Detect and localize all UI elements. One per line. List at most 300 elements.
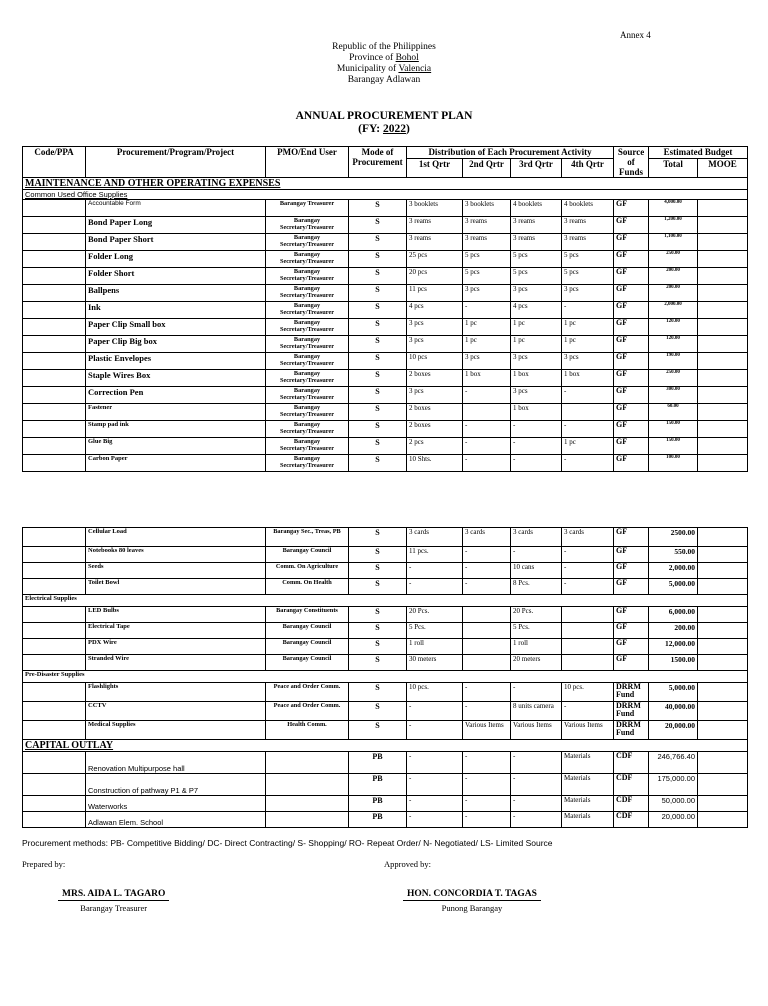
q4-value [562,623,614,639]
mode-of-procurement: S [349,438,407,455]
total-budget: 40,000.00 [649,702,698,721]
section-capital-outlay: CAPITAL OUTLAY [23,740,748,752]
total-budget: 20,000.00 [649,721,698,740]
item-name: Folder Short [86,268,266,285]
mode-of-procurement: S [349,251,407,268]
q3-value: 5 Pcs. [511,623,562,639]
item-name: Toilet Bowl [86,579,266,595]
code-cell [23,639,86,655]
q4-value: 3 reams [562,234,614,251]
procurement-table-top [22,146,748,472]
total-budget: 4,000.00 [649,200,698,217]
total-budget: 12,000.00 [649,639,698,655]
source-of-funds: GF [614,563,649,579]
pmo-end-user: Health Comm. [266,721,349,740]
pmo-end-user: Barangay Secretary/Treasurer [266,387,349,404]
q1-value: 3 pcs [407,336,463,353]
total-budget: 246,766.40 [649,752,698,774]
code-cell [23,319,86,336]
q3-value: - [511,812,562,828]
pmo-end-user: Barangay Secretary/Treasurer [266,353,349,370]
source-of-funds: GF [614,217,649,234]
code-cell [23,336,86,353]
source-of-funds: GF [614,336,649,353]
mode-of-procurement: S [349,387,407,404]
table-row [23,353,748,370]
mode-of-procurement: PB [349,752,407,774]
q4-value: - [562,387,614,404]
mooe-cell [698,721,748,740]
item-name: Ink [86,302,266,319]
pmo-end-user: Barangay Secretary/Treasurer [266,234,349,251]
q4-value: Materials [562,752,614,774]
q1-value: - [407,702,463,721]
total-budget: 300.00 [649,387,698,404]
mooe-cell [698,752,748,774]
code-cell [23,285,86,302]
pmo-end-user: Barangay Treasurer [266,200,349,217]
pmo-end-user: Barangay Secretary/Treasurer [266,319,349,336]
table-row [23,655,748,671]
q4-value: Materials [562,812,614,828]
pmo-end-user: Barangay Secretary/Treasurer [266,438,349,455]
item-name: Bond Paper Short [86,234,266,251]
q1-value: 20 pcs [407,268,463,285]
mooe-cell [698,683,748,702]
q4-value: 10 pcs. [562,683,614,702]
item-name: Accountable Form [86,200,266,217]
mode-of-procurement: S [349,563,407,579]
col-pmo: PMO/End User [266,147,349,178]
mooe-cell [698,302,748,319]
q3-value: 10 cans [511,563,562,579]
code-cell [23,234,86,251]
col-q4: 4th Qrtr [562,159,614,178]
table-row [23,702,748,721]
q4-value: 1 pc [562,438,614,455]
total-budget: 550.00 [649,547,698,563]
total-budget: 100.00 [649,455,698,472]
subsection-electrical-supplies: Electrical Supplies [23,595,748,607]
q4-value: 5 pcs [562,268,614,285]
total-budget: 120.00 [649,336,698,353]
total-budget: 60.00 [649,404,698,421]
source-of-funds: GF [614,302,649,319]
total-budget: 20,000.00 [649,812,698,828]
table-row [23,683,748,702]
code-cell [23,217,86,234]
annex-label: Annex 4 [620,30,651,40]
q4-value: 5 pcs [562,251,614,268]
q4-value: 3 reams [562,217,614,234]
q1-value: - [407,752,463,774]
table-row [23,251,748,268]
mooe-cell [698,200,748,217]
item-name: Fastener [86,404,266,421]
col-budget: Estimated Budget [649,147,748,159]
q1-value: - [407,563,463,579]
table-row [23,319,748,336]
q3-value: 3 cards [511,528,562,547]
signatory-role: Punong Barangay [441,903,503,913]
subsection-common-supplies: Common Used Office Supplies [23,190,748,200]
source-of-funds: DRRM Fund [614,702,649,721]
q2-value: - [463,774,511,796]
mooe-cell [698,702,748,721]
mode-of-procurement: S [349,336,407,353]
code-cell [23,302,86,319]
code-cell [23,370,86,387]
q2-value: 3 reams [463,217,511,234]
q2-value: 1 box [463,370,511,387]
q1-value: - [407,774,463,796]
code-cell [23,774,86,796]
total-budget: 2500.00 [649,528,698,547]
q1-value: 10 Shts. [407,455,463,472]
source-of-funds: CDF [614,752,649,774]
mooe-cell [698,319,748,336]
code-cell [23,528,86,547]
table-row [23,421,748,438]
q2-value: - [463,752,511,774]
q4-value: 1 box [562,370,614,387]
mode-of-procurement: S [349,302,407,319]
code-cell [23,812,86,828]
table-row [23,200,748,217]
item-name: Renovation Multipurpose hall [86,752,266,774]
total-budget: 5,000.00 [649,579,698,595]
mooe-cell [698,421,748,438]
mode-of-procurement: S [349,421,407,438]
code-cell [23,623,86,639]
q1-value: 10 pcs. [407,683,463,702]
table-row [23,547,748,563]
col-project: Procurement/Program/Project [86,147,266,178]
table-row [23,285,748,302]
total-budget: 200.00 [649,285,698,302]
source-of-funds: GF [614,285,649,302]
item-name: Flashlights [86,683,266,702]
q2-value: 1 pc [463,319,511,336]
q1-value: - [407,796,463,812]
q1-value: 2 boxes [407,404,463,421]
q3-value: 5 pcs [511,268,562,285]
mode-of-procurement: S [349,455,407,472]
group-misc-supplies [23,528,748,595]
source-of-funds: GF [614,353,649,370]
subsection-predisaster-supplies: Pre-Disaster Supplies [23,671,748,683]
q4-value [562,639,614,655]
q3-value: 1 box [511,370,562,387]
source-of-funds: CDF [614,812,649,828]
item-name: Electrical Tape [86,623,266,639]
item-name: Cellular Load [86,528,266,547]
item-name: Medical Supplies [86,721,266,740]
mooe-cell [698,579,748,595]
table-row [23,234,748,251]
mode-of-procurement: S [349,404,407,421]
total-budget: 50,000.00 [649,796,698,812]
q1-value: 3 cards [407,528,463,547]
q2-value: - [463,387,511,404]
item-name: Bond Paper Long [86,217,266,234]
q3-value: 3 pcs [511,387,562,404]
q3-value: 4 pcs [511,302,562,319]
code-cell [23,579,86,595]
table-row [23,404,748,421]
mooe-cell [698,251,748,268]
q2-value: - [463,796,511,812]
title-main: ANNUAL PROCUREMENT PLAN [295,110,473,122]
pmo-end-user: Peace and Order Comm. [266,683,349,702]
code-cell [23,387,86,404]
code-cell [23,607,86,623]
table-row [23,455,748,472]
signatory-name: HON. CONCORDIA T. TAGAS [403,889,541,901]
source-of-funds: CDF [614,774,649,796]
header-republic: Republic of the Philippines [332,42,436,52]
item-name: Plastic Envelopes [86,353,266,370]
q2-value: 1 pc [463,336,511,353]
total-budget: 1,200.00 [649,217,698,234]
mode-of-procurement: S [349,721,407,740]
signature-block-treasurer [58,889,169,913]
mooe-cell [698,563,748,579]
q1-value: 2 pcs [407,438,463,455]
q3-value: 3 reams [511,217,562,234]
mooe-cell [698,639,748,655]
table-row [23,607,748,623]
mooe-cell [698,268,748,285]
col-distribution: Distribution of Each Procurement Activity [407,147,614,159]
mooe-cell [698,217,748,234]
mode-of-procurement: S [349,234,407,251]
pmo-end-user: Barangay Secretary/Treasurer [266,370,349,387]
q3-value: 3 pcs [511,353,562,370]
pmo-end-user: Barangay Secretary/Treasurer [266,455,349,472]
q2-value [463,639,511,655]
total-budget: 1500.00 [649,655,698,671]
item-name: Adlawan Elem. School [86,812,266,828]
pmo-cell [266,774,349,796]
source-of-funds: GF [614,528,649,547]
mooe-cell [698,285,748,302]
q4-value [562,655,614,671]
q2-value: 3 booklets [463,200,511,217]
signatory-role: Barangay Treasurer [80,903,148,913]
q4-value: 4 booklets [562,200,614,217]
q4-value [562,404,614,421]
code-cell [23,796,86,812]
mode-of-procurement: S [349,683,407,702]
item-name: Carbon Paper [86,455,266,472]
item-name: Ballpens [86,285,266,302]
source-of-funds: GF [614,319,649,336]
pmo-cell [266,812,349,828]
mooe-cell [698,528,748,547]
q3-value: - [511,683,562,702]
mooe-cell [698,812,748,828]
mode-of-procurement: S [349,655,407,671]
item-name: Notebooks 80 leaves [86,547,266,563]
q2-value: 3 pcs [463,353,511,370]
col-mode: Mode of Procurement [349,147,407,178]
source-of-funds: GF [614,268,649,285]
q2-value: Various Items [463,721,511,740]
mooe-cell [698,336,748,353]
total-budget: 250.00 [649,251,698,268]
pmo-end-user: Barangay Secretary/Treasurer [266,251,349,268]
mode-of-procurement: S [349,528,407,547]
table-row [23,796,748,812]
q2-value: - [463,702,511,721]
q4-value: - [562,547,614,563]
q4-value: - [562,302,614,319]
pmo-end-user: Peace and Order Comm. [266,702,349,721]
item-name: Paper Clip Big box [86,336,266,353]
item-name: Seeds [86,563,266,579]
q2-value: - [463,563,511,579]
q2-value: - [463,455,511,472]
document-header [0,42,768,86]
mode-of-procurement: S [349,547,407,563]
q1-value: 30 meters [407,655,463,671]
table-row [23,812,748,828]
mode-of-procurement: S [349,268,407,285]
q1-value: - [407,579,463,595]
q3-value: - [511,796,562,812]
table-row [23,438,748,455]
item-name: PDX Wire [86,639,266,655]
pmo-end-user: Barangay Council [266,547,349,563]
q2-value [463,404,511,421]
header-barangay: Barangay Adlawan [347,75,421,85]
q4-value: Various Items [562,721,614,740]
mooe-cell [698,353,748,370]
mooe-cell [698,455,748,472]
source-of-funds: GF [614,251,649,268]
q1-value: 3 pcs [407,387,463,404]
group-capital-outlay [23,752,748,828]
q2-value: - [463,547,511,563]
pmo-end-user: Barangay Secretary/Treasurer [266,404,349,421]
q1-value: 4 pcs [407,302,463,319]
mode-of-procurement: PB [349,774,407,796]
q4-value: - [562,579,614,595]
q2-value: 3 pcs [463,285,511,302]
source-of-funds: GF [614,455,649,472]
document-title [0,110,768,136]
mode-of-procurement: S [349,702,407,721]
total-budget: 6,000.00 [649,607,698,623]
source-of-funds: GF [614,623,649,639]
item-name: CCTV [86,702,266,721]
total-budget: 1,100.00 [649,234,698,251]
code-cell [23,251,86,268]
pmo-end-user: Barangay Secretary/Treasurer [266,302,349,319]
pmo-end-user: Barangay Sec., Treas, PB [266,528,349,547]
mooe-cell [698,370,748,387]
source-of-funds: GF [614,200,649,217]
header-municipality: Municipality of Valencia [336,64,432,74]
col-source: Source of Funds [614,147,649,178]
table-row [23,528,748,547]
q3-value: 1 box [511,404,562,421]
pmo-end-user: Barangay Secretary/Treasurer [266,421,349,438]
mode-of-procurement: S [349,217,407,234]
q3-value: Various Items [511,721,562,740]
q1-value: - [407,812,463,828]
pmo-end-user: Barangay Council [266,623,349,639]
table-row [23,336,748,353]
q3-value: 1 pc [511,319,562,336]
q4-value: Materials [562,774,614,796]
q4-value: - [562,455,614,472]
mooe-cell [698,547,748,563]
pmo-end-user: Barangay Secretary/Treasurer [266,336,349,353]
q4-value: Materials [562,796,614,812]
q1-value: 2 boxes [407,421,463,438]
table-top-body [23,200,748,472]
q3-value: 3 reams [511,234,562,251]
procurement-methods-legend: Procurement methods: PB- Competitive Bidding/ DC- Direct Contracting/ S- Shopping/ RO- Repeat Order/ N- Negotiated/ LS- Limited Source [22,838,553,848]
mode-of-procurement: PB [349,812,407,828]
table-row [23,774,748,796]
item-name: Construction of pathway P1 & P7 [86,774,266,796]
header-province: Province of Bohol [349,53,419,63]
approved-by-label: Approved by: [384,859,431,869]
col-code: Code/PPA [23,147,86,178]
source-of-funds: GF [614,404,649,421]
q2-value: 3 cards [463,528,511,547]
code-cell [23,353,86,370]
q4-value: 3 cards [562,528,614,547]
q3-value: - [511,774,562,796]
mooe-cell [698,655,748,671]
q1-value: 5 Pcs. [407,623,463,639]
code-cell [23,200,86,217]
q2-value: 5 pcs [463,268,511,285]
q1-value: 3 reams [407,217,463,234]
code-cell [23,268,86,285]
source-of-funds: GF [614,387,649,404]
pmo-cell [266,752,349,774]
item-name: Staple Wires Box [86,370,266,387]
code-cell [23,683,86,702]
pmo-end-user: Barangay Council [266,639,349,655]
mode-of-procurement: S [349,623,407,639]
mode-of-procurement: S [349,200,407,217]
q1-value: 20 Pcs. [407,607,463,623]
mooe-cell [698,438,748,455]
q2-value: - [463,438,511,455]
item-name: LED Bulbs [86,607,266,623]
col-mooe: MOOE [698,159,748,178]
q2-value [463,607,511,623]
q2-value: - [463,421,511,438]
q1-value: 11 pcs [407,285,463,302]
q2-value: 5 pcs [463,251,511,268]
source-of-funds: DRRM Fund [614,683,649,702]
q3-value: - [511,547,562,563]
q1-value: 3 pcs [407,319,463,336]
q1-value: 1 roll [407,639,463,655]
code-cell [23,547,86,563]
mode-of-procurement: S [349,607,407,623]
q2-value [463,623,511,639]
item-name: Stranded Wire [86,655,266,671]
q1-value: 2 boxes [407,370,463,387]
